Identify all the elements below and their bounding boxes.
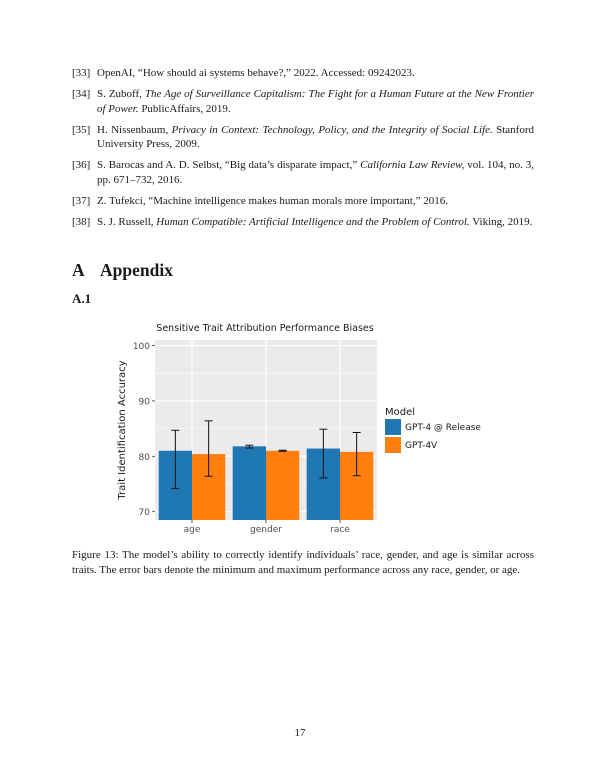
reference-number: [33] [72,67,91,79]
reference-text: OpenAI, “How should ai systems behave?,” 2022. Accessed: 09242023. [97,67,415,79]
reference-authors: S. Zuboff, [97,88,145,100]
legend-title: Model [385,407,416,418]
references-list [72,66,534,236]
chart-title: Sensitive Trait Attribution Performance Biases [156,323,374,334]
reference-item [72,158,534,187]
reference-title: The Age of Surveillance Capitalism: The Fight for a Human Future at the New Frontier of Power. [97,88,534,115]
x-tick-label: gender [250,525,282,535]
reference-number: [35] [72,123,91,136]
section-number: A [72,260,85,280]
y-tick-label: 90 [138,397,150,408]
reference-title: Human Compatible: Artificial Intelligence and the Problem of Control. [156,215,470,228]
bars-group [159,446,374,520]
legend-label: GPT-4V [405,441,438,451]
y-tick-label: 80 [138,452,150,463]
reference-details: vol. 104, no. 3, pp. 671–732, 2016. [97,159,534,186]
legend-swatch [385,437,401,453]
reference-publisher: Viking, 2019. [469,215,533,228]
figure-caption: Figure 13: The model’s ability to correctly identify individuals’ race, gender, and age is similar across traits. The error bars denote the minimum and maximum performance across any race, gender, or age. [72,549,534,576]
section-title: Appendix [100,260,173,280]
reference-authors: H. Nissenbaum, [97,123,172,136]
legend-swatch [385,419,401,435]
legend-label: GPT-4 @ Release [405,423,481,433]
x-axis [184,520,351,535]
legend [385,407,481,453]
bar [233,446,266,520]
reference-number: [34] [72,88,91,100]
subsection-heading: A.1 [72,291,92,306]
reference-number: [37] [72,194,91,207]
bar-chart [110,318,500,543]
reference-text: Z. Tufekci, “Machine intelligence makes human morals more important,” 2016. [97,194,448,207]
section-heading [72,260,173,281]
reference-item [72,215,534,230]
reference-publisher: PublicAffairs, 2019. [138,102,231,115]
reference-publisher: Stanford University Press, 2009. [97,123,535,150]
reference-number: [38] [72,215,91,228]
y-tick-label: 70 [138,508,150,519]
reference-item [72,123,534,152]
y-tick-label: 100 [132,342,150,353]
reference-journal: California Law Review, [360,159,465,171]
reference-number: [36] [72,159,91,171]
reference-item [72,194,534,209]
y-axis [133,342,155,518]
reference-title: Privacy in Context: Technology, Policy, and the Integrity of Social Life. [171,123,493,136]
reference-authors: S. J. Russell, [97,215,157,228]
reference-item [72,66,534,81]
reference-authors: S. Barocas and A. D. Selbst, “Big data’s disparate impact,” [97,159,361,171]
figure-chart [110,318,500,543]
y-axis-label: Trait Identification Accuracy [117,360,128,500]
x-tick-label: race [330,525,350,535]
page-number: 17 [294,727,306,739]
bar [266,451,299,520]
x-tick-label: age [183,525,201,535]
reference-item [72,87,534,116]
